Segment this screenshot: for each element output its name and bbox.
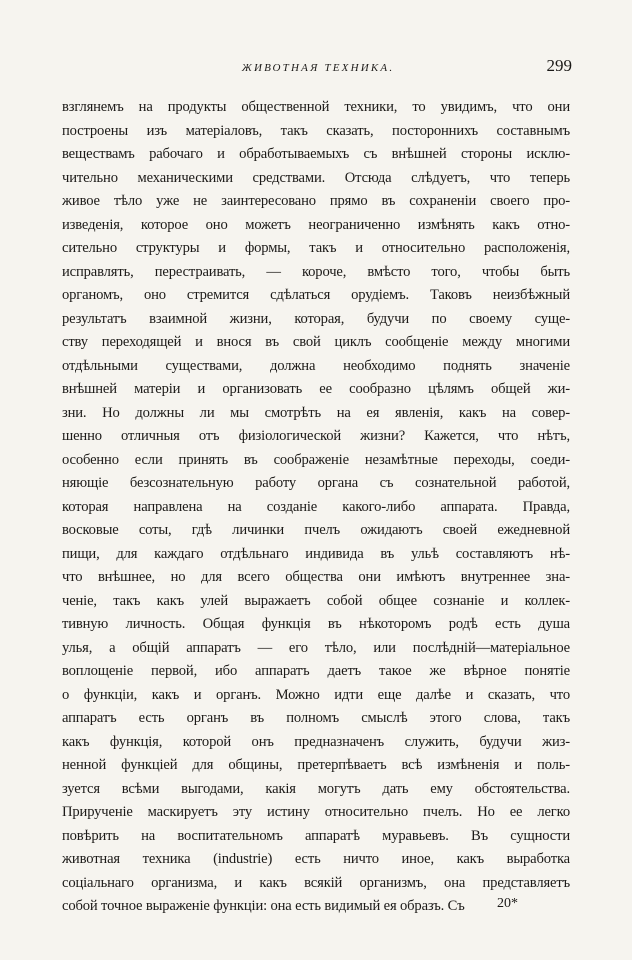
text-line: шенно отличныя отъ физіологической жизни? Кажется, что нѣтъ, <box>62 428 570 444</box>
signature-mark: 20* <box>497 896 518 911</box>
text-line: ненной функціей для общины, претерпѣваетъ всѣ измѣненія и поль- <box>62 757 570 773</box>
text-line: зуется всѣми выгодами, какія могутъ дать ему обстоятельства. <box>62 780 570 797</box>
text-line: тивную личность. Общая функція въ нѣкоторомъ родѣ есть душа <box>62 616 570 632</box>
text-line: собой точное выраженіе функціи: она есть видимый ея образъ. Съ <box>62 898 465 914</box>
text-line: соціальнаго организма, и какъ всякій организмъ, она представляетъ <box>62 874 570 891</box>
text-line: о функціи, какъ и органъ. Можно идти еще далѣе и сказать, что <box>62 686 570 703</box>
text-line: исправлять, перестраивать, — короче, вмѣсто того, чтобы быть <box>62 263 570 280</box>
text-line: сительно структуры и формы, такъ и относительно расположенія, <box>62 240 570 256</box>
text-line: изведенія, которое оно можетъ неограниченно измѣнять какъ отно- <box>62 216 570 233</box>
text-line: няющіе безсознательную работу органа съ сознательной работой, <box>62 475 570 491</box>
text-line: ству переходящей и внося въ свой циклъ сообщеніе между многими <box>62 334 570 350</box>
text-line: зни. Но должны ли мы смотрѣть на ея явленія, какъ на совер- <box>62 404 570 421</box>
text-line: которая направлена на созданіе какого-либо аппарата. Правда, <box>62 498 570 515</box>
text-line: результатъ взаимной жизни, которая, будучи по своему суще- <box>62 310 570 327</box>
text-line: какъ функція, которой онъ предназначенъ служить, будучи жиз- <box>62 733 570 750</box>
text-line: пищи, для каждаго отдѣльнаго индивида въ ульѣ составляютъ нѣ- <box>62 545 570 562</box>
text-line: веществамъ рабочаго и обработываемыхъ съ внѣшней стороны исклю- <box>62 146 570 162</box>
text-line: повѣрить на воспитательномъ аппаратѣ муравьевъ. Въ сущности <box>62 827 570 844</box>
text-line: построены изъ матеріаловъ, такъ сказать, постороннихъ составнымъ <box>62 122 570 139</box>
running-head <box>62 56 574 86</box>
text-line: воплощеніе первой, ибо аппаратъ даетъ такое же вѣрное понятіе <box>62 663 570 679</box>
text-line: живое тѣло уже не заинтересовано прямо въ сохраненіи своего про- <box>62 193 570 209</box>
text-line: Прирученіе маскируетъ эту истину относительно пчелъ. Но ее легко <box>62 804 570 820</box>
page-number: 299 <box>546 56 572 75</box>
text-line: внѣшней матеріи и организовать ее сообразно цѣлямъ общей жи- <box>62 381 570 397</box>
text-line: улья, а общій аппаратъ — его тѣло, или послѣдній—матеріальное <box>62 639 570 656</box>
text-line: взглянемъ на продукты общественной техники, то увидимъ, что они <box>62 99 570 115</box>
text-line: ченіе, такъ какъ улей выражаетъ собой общее сознаніе и коллек- <box>62 592 570 609</box>
text-line: животная техника (industrie) есть ничто иное, какъ выработка <box>62 851 570 867</box>
text-line: аппаратъ есть органъ въ полномъ смыслѣ этого слова, такъ <box>62 710 570 726</box>
text-line: особенно если принять въ соображеніе незамѣтные переходы, соеди- <box>62 451 570 468</box>
text-line: восковые соты, гдѣ личинки пчелъ ожидаютъ своей ежедневной <box>62 522 570 538</box>
text-line: отдѣльными существами, должна необходимо поднять значеніе <box>62 357 570 374</box>
text-line: органомъ, оно стремится сдѣлаться орудіемъ. Таковъ неизбѣжный <box>62 287 570 303</box>
text-line: что внѣшнее, но для всего общества они имѣютъ внутреннее зна- <box>62 569 570 585</box>
running-title: ЖИВОТНАЯ ТЕХНИКА. <box>241 62 395 74</box>
body-text <box>62 96 570 919</box>
text-line: чительно механическими средствами. Отсюда слѣдуетъ, что теперь <box>62 169 570 186</box>
